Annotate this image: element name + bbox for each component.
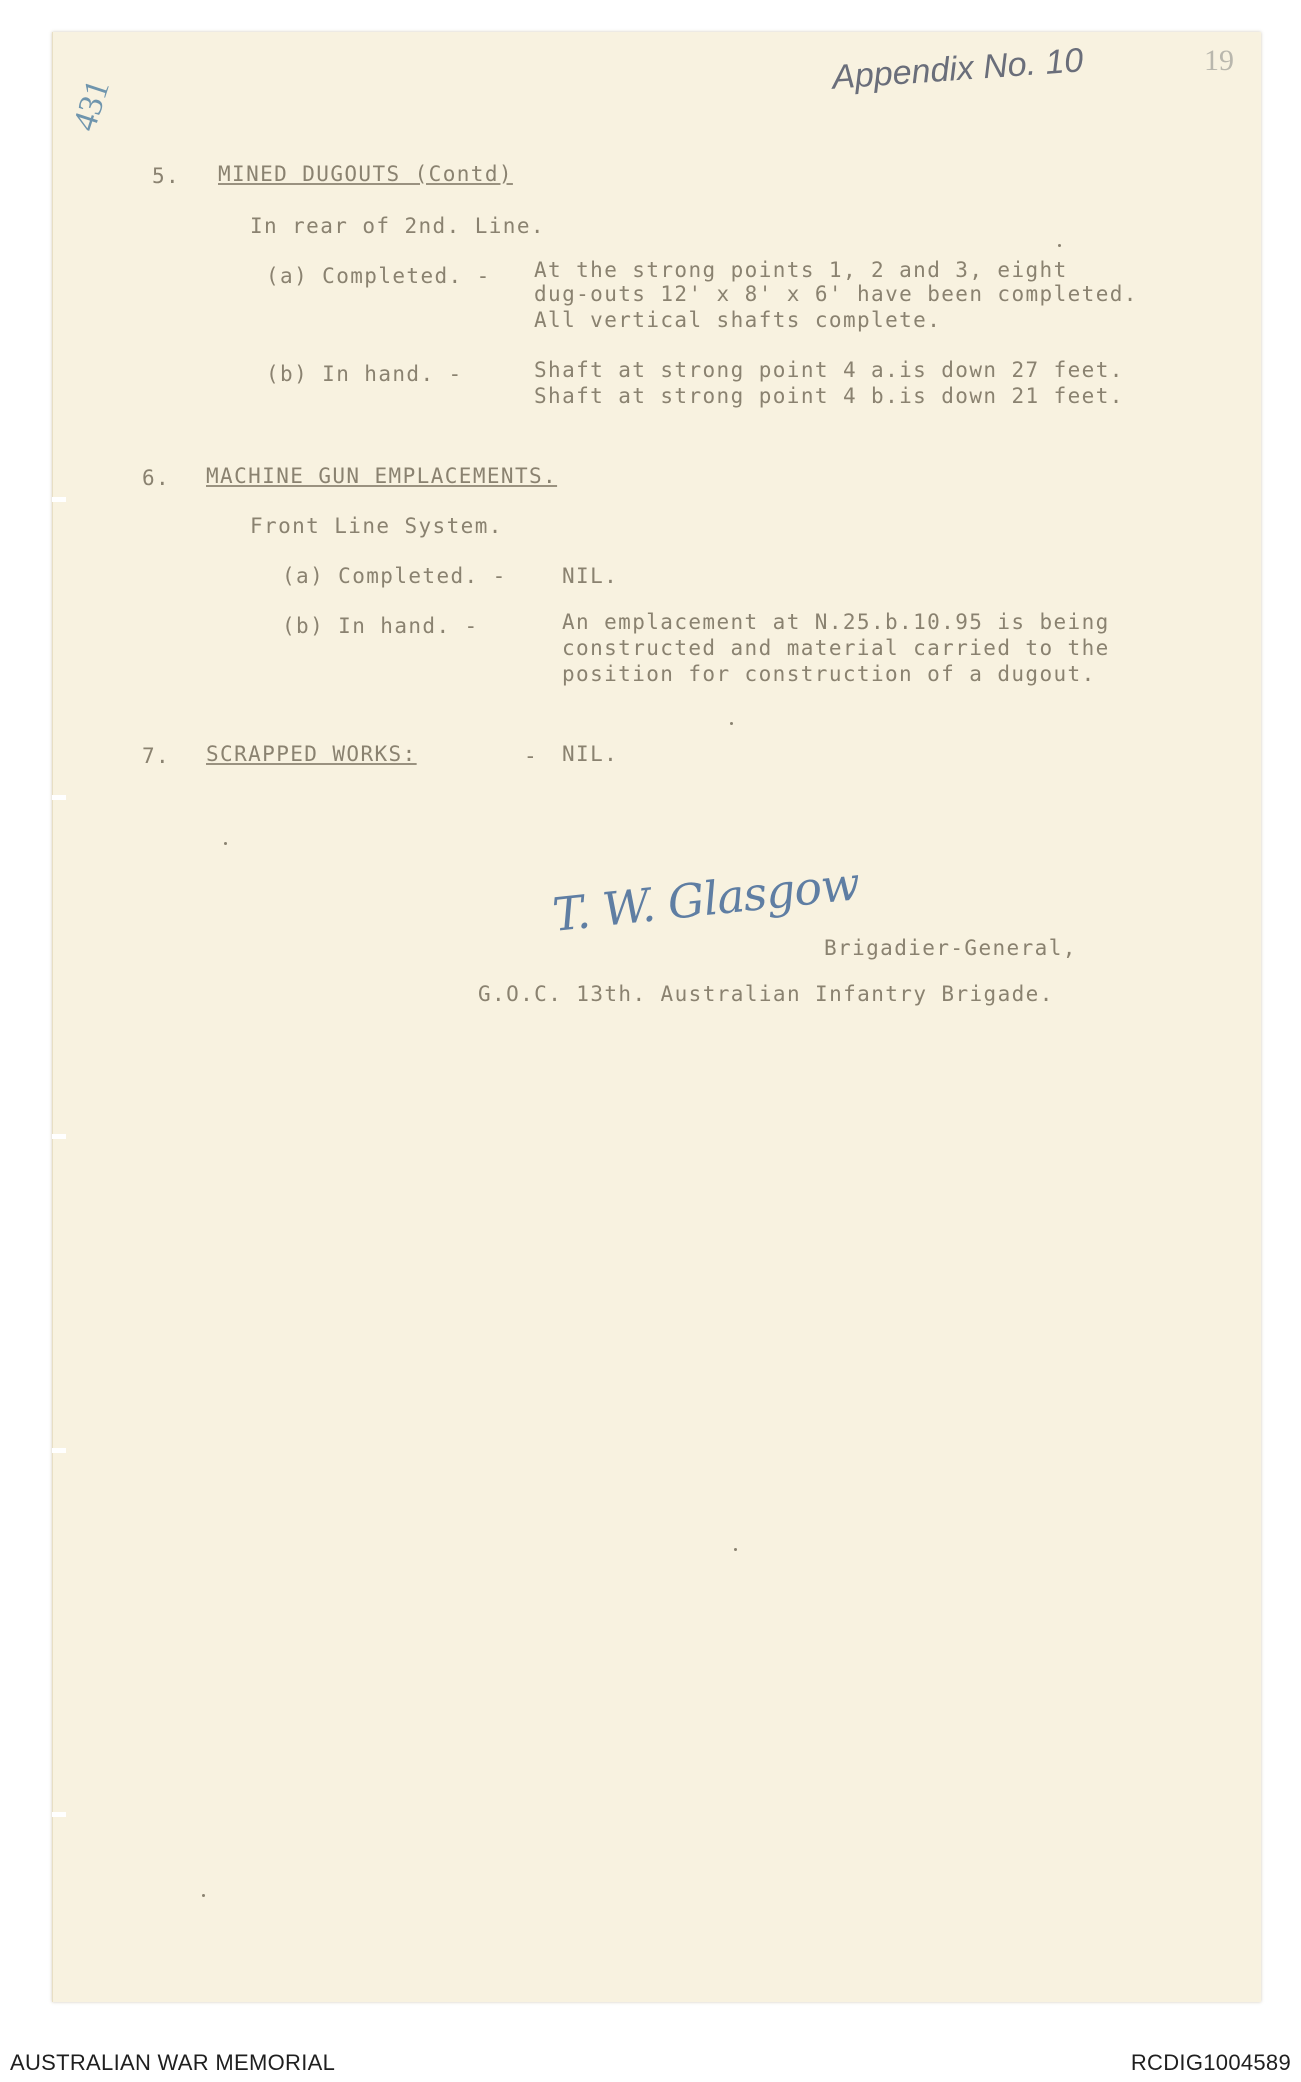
paper-speck: [730, 722, 733, 725]
section-6-item-b-line-3: position for construction of a dugout.: [562, 662, 1096, 686]
signature: T. W. Glasgow: [550, 856, 862, 942]
section-5-item-a-line-2: dug-outs 12' x 8' x 6' have been completed.: [534, 282, 1138, 306]
section-6-item-b-line-1: An emplacement at N.25.b.10.95 is being: [562, 610, 1110, 634]
page-number: 19: [1204, 44, 1234, 77]
footer-archive-name: AUSTRALIAN WAR MEMORIAL: [10, 2050, 336, 2075]
signatory-rank: Brigadier-General,: [824, 936, 1077, 960]
signatory-title: G.O.C. 13th. Australian Infantry Brigade.: [478, 982, 1054, 1006]
paper-speck: [734, 1548, 737, 1551]
edge-tear: [52, 1134, 66, 1139]
section-6-item-b-label: (b) In hand. -: [282, 614, 479, 638]
appendix-label: Appendix No. 10: [830, 41, 1085, 97]
section-6-subheading: Front Line System.: [250, 514, 503, 538]
section-5-item-a-line-1: At the strong points 1, 2 and 3, eight: [534, 258, 1068, 282]
paper-speck: [202, 1894, 205, 1897]
section-6-number: 6.: [142, 466, 171, 490]
section-7-heading: SCRAPPED WORKS:: [206, 742, 417, 766]
section-7-number: 7.: [142, 744, 171, 768]
paper-speck: [224, 842, 227, 845]
edge-tear: [52, 1448, 66, 1453]
edge-tear: [52, 1812, 66, 1817]
section-6-item-b-line-2: constructed and material carried to the: [562, 636, 1110, 660]
section-6-heading: MACHINE GUN EMPLACEMENTS.: [206, 464, 558, 488]
section-7-dash: -: [524, 744, 539, 768]
edge-tear: [52, 795, 66, 800]
paper-speck: [1058, 244, 1061, 247]
folio-number: 431: [66, 75, 117, 136]
section-5-item-b-label: (b) In hand. -: [266, 362, 463, 386]
section-5-item-a-label: (a) Completed. -: [266, 264, 491, 288]
section-6-item-a-value: NIL.: [562, 564, 619, 588]
footer-record-id: RCDIG1004589: [1130, 2050, 1291, 2075]
edge-tear: [52, 497, 66, 502]
section-5-subheading: In rear of 2nd. Line.: [250, 214, 545, 238]
section-6-item-a-label: (a) Completed. -: [282, 564, 507, 588]
section-5-item-a-line-3: All vertical shafts complete.: [534, 308, 942, 332]
section-7-value: NIL.: [562, 742, 619, 766]
section-5-item-b-line-2: Shaft at strong point 4 b.is down 21 feet.: [534, 384, 1124, 408]
section-5-number: 5.: [152, 164, 181, 188]
section-5-heading: MINED DUGOUTS (Contd): [218, 162, 513, 186]
section-5-item-b-line-1: Shaft at strong point 4 a.is down 27 feet.: [534, 358, 1124, 382]
